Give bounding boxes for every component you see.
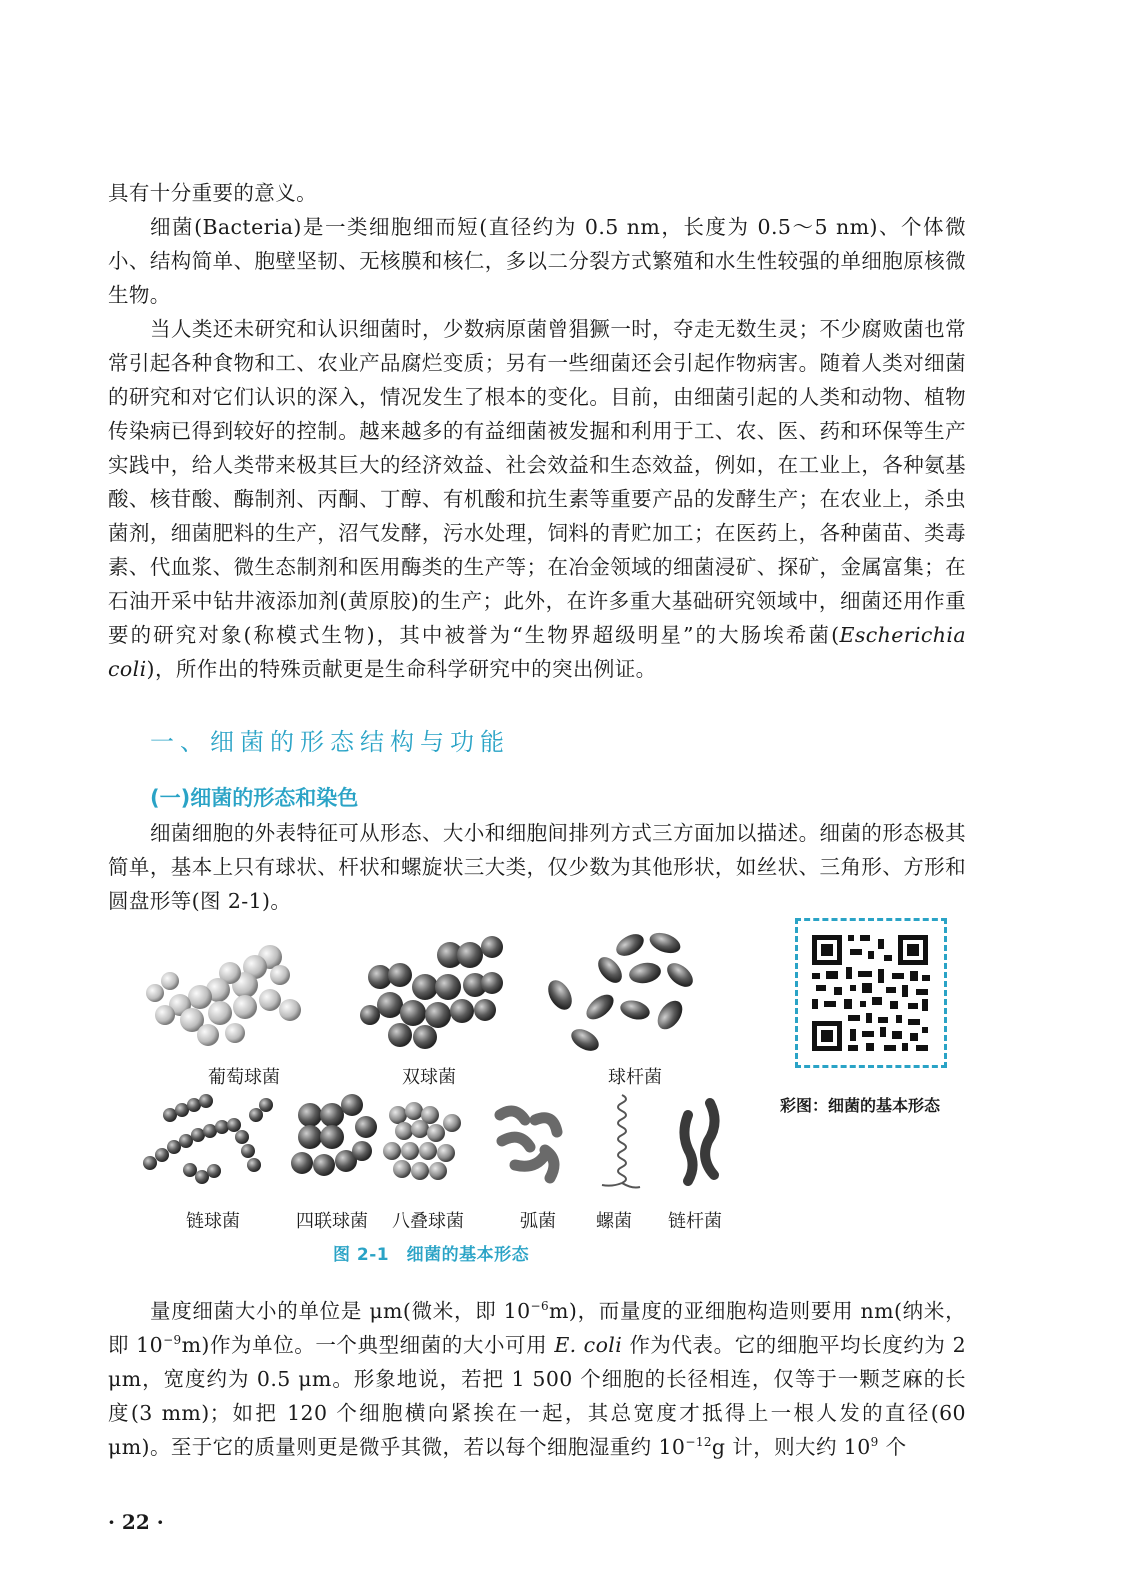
streptococcus-icon	[143, 1094, 273, 1184]
caption-staphylococcus: 葡萄球菌	[208, 1067, 280, 1088]
caption-spirillum: 螺菌	[596, 1211, 632, 1232]
diplococcus-icon	[360, 936, 503, 1049]
exponent-4: 9	[870, 1435, 879, 1450]
caption-sarcina: 八叠球菌	[392, 1211, 464, 1232]
exponent-1: −6	[530, 1299, 550, 1314]
figure-title: 图 2-1 细菌的基本形态	[333, 1245, 530, 1265]
ecoli-species-name: Escherichia coli	[108, 623, 966, 681]
size-text-6: 个	[878, 1435, 907, 1459]
shape-text-block	[108, 816, 966, 918]
exponent-2: −9	[163, 1333, 182, 1348]
qr-caption: 彩图：细菌的基本形态	[780, 1096, 941, 1115]
coccobacillus-icon	[543, 929, 697, 1055]
vibrio-icon	[500, 1111, 557, 1178]
size-text-1: 量度细菌大小的单位是 μm(微米，即 10	[150, 1299, 531, 1323]
ecoli-abbrev: E. coli	[554, 1333, 623, 1357]
paragraph-tail: )，所作出的特殊贡献更是生命科学研究中的突出例证。	[146, 657, 657, 681]
spirillum-icon	[602, 1095, 640, 1188]
paragraph-shape: 细菌细胞的外表特征可从形态、大小和细胞间排列方式三方面加以描述。细菌的形态极其简单，基本上只有球状、杆状和螺旋状三大类，仅少数为其他形状，如丝状、三角形、方形和圆盘形等(图 2-1)。	[108, 821, 966, 913]
caption-coccobacillus: 球杆菌	[608, 1067, 662, 1088]
staphylococcus-icon	[146, 945, 301, 1046]
sarcina-icon	[383, 1102, 461, 1180]
qr-code-icon	[798, 921, 944, 1065]
size-text-4: 作为代表。它的细胞平均长度约为 2 μm，宽度约为 0.5 μm。形象地说，若把 1 500 个细胞的长径相连，仅等于一颗芝麻的长度(3 mm)；如把 120 个细胞横向紧挨在一起，其总宽度才抵得上一根人发的直径(60 μm)。至于它的质量则更是微乎其微，若以每个细胞湿重约 10	[108, 1333, 967, 1459]
caption-streptococcus: 链球菌	[186, 1211, 240, 1232]
paragraph-bacteria-definition: 细菌(Bacteria)是一类细胞细而短(直径约为 0.5 nm，长度为 0.5～5 nm)、个体微小、结构简单、胞壁坚韧、无核膜和核仁，多以二分裂方式繁殖和水生性较强的单细胞原核微生物。	[108, 215, 966, 307]
paragraph-bacteria-size	[108, 1294, 966, 1464]
top-text-block	[108, 176, 966, 686]
caption-diplococcus: 双球菌	[402, 1067, 456, 1088]
size-text-2: m)，而量度的亚细胞构造则要用 nm(纳米，即 10	[108, 1299, 966, 1357]
paragraph-text: 当人类还未研究和认识细菌时，少数病原菌曾猖獗一时，夺走无数生灵；不少腐败菌也常常引起各种食物和工、农业产品腐烂变质；另有一些细菌还会引起作物病害。随着人类对细菌的研究和对它们认识的深入，情况发生了根本的变化。目前，由细菌引起的人类和动物、植物传染病已得到较好的控制。越来越多的有益细菌被发掘和利用于工、农、医、药和环保等生产实践中，给人类带来极其巨大的经济效益、社会效益和生态效益，例如，在工业上，各种氨基酸、核苷酸、酶制剂、丙酮、丁醇、有机酸和抗生素等重要产品的发酵生产；在农业上，杀虫菌剂，细菌肥料的生产，沼气发酵，污水处理，饲料的青贮加工；在医药上，各种菌苗、类毒素、代血浆、微生态制剂和医用酶类的生产等；在冶金领域的细菌浸矿、探矿，金属富集；在石油开采中钻井液添加剂(黄原胶)的生产；此外，在许多重大基础研究领域中，细菌还用作重要的研究对象(称模式生物)，其中被誉为“生物界超级明星”的大肠埃希菌(	[108, 317, 966, 647]
tetrad-icon	[291, 1094, 377, 1176]
streptobacillus-icon	[684, 1103, 714, 1181]
caption-tetrad: 四联球菌	[296, 1211, 368, 1232]
paragraph-continuation: 具有十分重要的意义。	[108, 181, 317, 205]
caption-vibrio: 弧菌	[520, 1211, 556, 1232]
size-text-block	[108, 1294, 966, 1464]
subsection-heading: (一)细菌的形态和染色	[150, 786, 359, 810]
page-number: · 22 ·	[108, 1510, 164, 1534]
section-heading: 一、细菌的形态结构与功能	[150, 728, 510, 756]
exponent-3: −12	[685, 1435, 712, 1450]
size-text-3: m)作为单位。一个典型细菌的大小可用	[181, 1333, 555, 1357]
qr-code[interactable]	[795, 918, 947, 1068]
caption-streptobacillus: 链杆菌	[668, 1211, 722, 1232]
size-text-5: g 计，则大约 10	[711, 1435, 871, 1459]
bacteria-figure	[130, 915, 750, 1275]
paragraph-bacteria-importance	[108, 312, 966, 686]
